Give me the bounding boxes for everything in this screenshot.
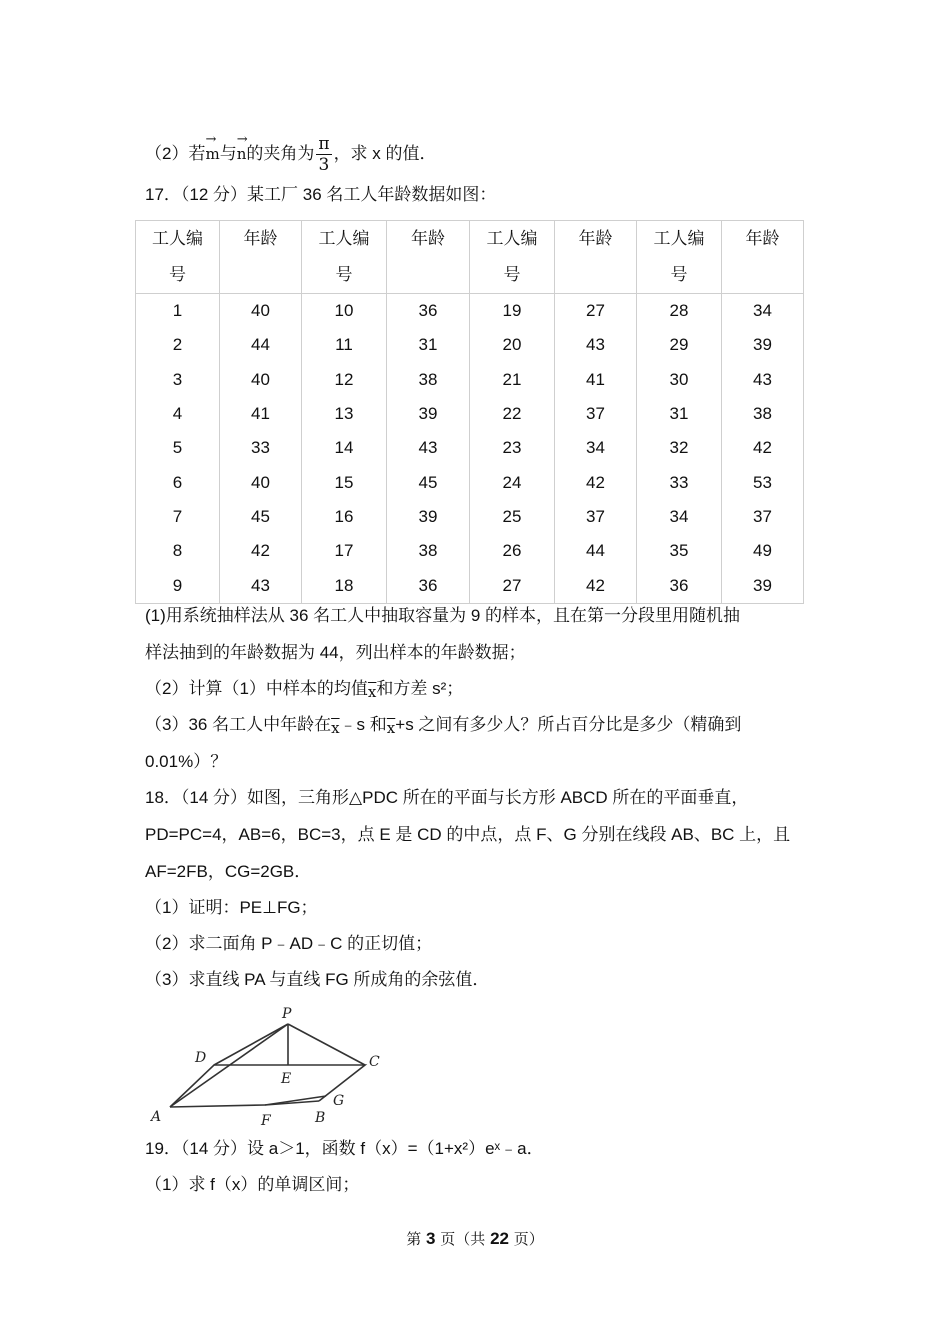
mean-x-bar: $\overline{x}$ (331, 719, 340, 737)
table-row (136, 568, 804, 603)
header-age: 年龄 (722, 221, 804, 294)
age-table (135, 220, 804, 604)
table-header-row (136, 221, 804, 294)
q19-line1: 19．（14 分）设 a＞1，函数 f（x）=（1+x²）eˣ﹣a． (145, 1139, 544, 1158)
worker-id-cell: 32 (637, 431, 722, 465)
worker-id-cell: 4 (136, 397, 220, 431)
worker-id-cell: 19 (470, 294, 555, 329)
vector-m: → m (205, 136, 219, 166)
footer-suffix: 页） (513, 1230, 544, 1248)
worker-id-cell: 20 (470, 328, 555, 362)
table-body (136, 294, 804, 604)
worker-id-cell: 26 (470, 534, 555, 568)
age-cell: 31 (387, 328, 470, 362)
table-row (136, 500, 804, 534)
age-cell: 37 (555, 397, 637, 431)
age-cell: 39 (387, 397, 470, 431)
mean-x-bar: $\overline{x}$ (386, 719, 396, 737)
table-row (136, 294, 804, 329)
header-worker-id: 工人编 号 (470, 221, 555, 294)
table-row (136, 534, 804, 568)
age-cell: 45 (220, 500, 302, 534)
q17-part3-line2: 0.01%）？ (145, 752, 228, 771)
q17-part2 (145, 677, 463, 704)
q18-line3: AF=2FB，CG=2GB． (145, 862, 312, 881)
age-cell: 39 (387, 500, 470, 534)
age-cell: 43 (555, 328, 637, 362)
label-F: F (261, 1113, 271, 1127)
vector-n: → n (237, 136, 247, 166)
worker-id-cell: 15 (302, 465, 387, 499)
fraction-pi-over-3 (316, 134, 331, 175)
worker-id-cell: 9 (136, 568, 220, 603)
age-cell: 38 (387, 363, 470, 397)
worker-id-cell: 10 (302, 294, 387, 329)
q17-part3 (145, 713, 741, 740)
edge-PC (288, 1024, 365, 1065)
age-cell: 42 (555, 568, 637, 603)
q16-part2 (145, 134, 437, 175)
q17-part3-text-a: （3）36 名工人中年龄在 (145, 715, 332, 734)
worker-id-cell: 27 (470, 568, 555, 603)
label-D: D (195, 1050, 207, 1066)
worker-id-cell: 17 (302, 534, 387, 568)
q19-part1: （1）求 f（x）的单调区间； (145, 1175, 360, 1194)
age-cell: 44 (555, 534, 637, 568)
age-cell: 34 (555, 431, 637, 465)
worker-id-cell: 23 (470, 431, 555, 465)
q17-part2-text-b: 和方差 s²； (376, 679, 464, 698)
total-pages: 22 (490, 1229, 509, 1248)
header-worker-id: 工人编 号 (302, 221, 387, 294)
worker-id-cell: 30 (637, 363, 722, 397)
page-footer (0, 1228, 950, 1249)
q16-text-a: （2）若 (145, 143, 206, 163)
age-cell: 41 (220, 397, 302, 431)
worker-id-cell: 33 (637, 465, 722, 499)
pyramid-figure (145, 1002, 395, 1127)
table-row (136, 431, 804, 465)
q17-part3-text-b: ﹣s 和 (339, 715, 387, 734)
worker-id-cell: 14 (302, 431, 387, 465)
worker-id-cell: 18 (302, 568, 387, 603)
label-P: P (282, 1006, 292, 1022)
label-B: B (315, 1110, 326, 1126)
worker-id-cell: 16 (302, 500, 387, 534)
fraction-numerator: π (318, 134, 330, 154)
q16-text-d: ，求 x 的值． (333, 143, 437, 163)
q18-part2: （2）求二面角 P﹣AD﹣C 的正切值； (145, 934, 433, 953)
worker-id-cell: 34 (637, 500, 722, 534)
edge-AF (170, 1105, 265, 1107)
worker-id-cell: 22 (470, 397, 555, 431)
worker-id-cell: 2 (136, 328, 220, 362)
worker-id-cell: 5 (136, 431, 220, 465)
worker-id-cell: 6 (136, 465, 220, 499)
label-A: A (151, 1109, 162, 1125)
age-cell: 37 (722, 500, 804, 534)
footer-prefix: 第 (406, 1230, 422, 1248)
age-cell: 33 (220, 431, 302, 465)
age-cell: 42 (722, 431, 804, 465)
worker-id-cell: 8 (136, 534, 220, 568)
fraction-denominator: 3 (318, 155, 330, 175)
worker-id-cell: 21 (470, 363, 555, 397)
worker-id-cell: 28 (637, 294, 722, 329)
table-row (136, 465, 804, 499)
q17-part1-line1: (1)用系统抽样法从 36 名工人中抽取容量为 9 的样本，且在第一分段里用随机抽 (145, 606, 741, 625)
worker-id-cell: 29 (637, 328, 722, 362)
worker-id-cell: 24 (470, 465, 555, 499)
label-C: C (369, 1054, 380, 1070)
age-cell: 39 (722, 328, 804, 362)
q17-part1-line2: 样法抽到的年龄数据为 44，列出样本的年龄数据； (145, 643, 526, 662)
header-age: 年龄 (555, 221, 637, 294)
age-cell: 39 (722, 568, 804, 603)
table-row (136, 397, 804, 431)
worker-id-cell: 35 (637, 534, 722, 568)
q17-part2-text: （2）计算（1）中样本的均值 (145, 679, 368, 698)
q17-heading: 17．（12 分）某工厂 36 名工人年龄数据如图： (145, 185, 497, 204)
edge-PD (214, 1024, 288, 1065)
age-cell: 42 (555, 465, 637, 499)
age-cell: 43 (387, 431, 470, 465)
table-row (136, 328, 804, 362)
page-number: 3 (426, 1229, 436, 1248)
q18-line2: PD=PC=4，AB=6，BC=3，点 E 是 CD 的中点，点 F、G 分别在线段 AB、BC 上，且 (145, 825, 791, 844)
age-cell: 38 (387, 534, 470, 568)
header-age: 年龄 (387, 221, 470, 294)
age-cell: 40 (220, 294, 302, 329)
age-cell: 40 (220, 363, 302, 397)
age-cell: 36 (387, 568, 470, 603)
q18-part1: （1）证明：PE⊥FG； (145, 898, 318, 917)
header-age: 年龄 (220, 221, 302, 294)
age-cell: 41 (555, 363, 637, 397)
header-worker-id: 工人编 号 (136, 221, 220, 294)
age-cell: 49 (722, 534, 804, 568)
label-G: G (333, 1093, 345, 1109)
age-cell: 36 (387, 294, 470, 329)
label-E: E (281, 1071, 292, 1087)
q16-text-b: 与 (219, 143, 237, 163)
worker-id-cell: 12 (302, 363, 387, 397)
age-cell: 37 (555, 500, 637, 534)
worker-id-cell: 1 (136, 294, 220, 329)
worker-id-cell: 36 (637, 568, 722, 603)
age-cell: 44 (220, 328, 302, 362)
q16-text-c: 的夹角为 (246, 143, 315, 163)
age-cell: 53 (722, 465, 804, 499)
worker-id-cell: 13 (302, 397, 387, 431)
q18-part3: （3）求直线 PA 与直线 FG 所成角的余弦值． (145, 970, 490, 989)
worker-id-cell: 25 (470, 500, 555, 534)
table-row (136, 363, 804, 397)
age-cell: 34 (722, 294, 804, 329)
age-cell: 27 (555, 294, 637, 329)
age-cell: 40 (220, 465, 302, 499)
age-cell: 43 (722, 363, 804, 397)
q17-part3-text-c: +s 之间有多少人？所占百分比是多少（精确到 (395, 715, 742, 734)
age-cell: 42 (220, 534, 302, 568)
worker-id-cell: 7 (136, 500, 220, 534)
age-cell: 38 (722, 397, 804, 431)
age-cell: 45 (387, 465, 470, 499)
age-cell: 43 (220, 568, 302, 603)
footer-middle: 页（共 (440, 1230, 486, 1248)
header-worker-id: 工人编 号 (637, 221, 722, 294)
worker-id-cell: 31 (637, 397, 722, 431)
worker-id-cell: 11 (302, 328, 387, 362)
mean-x-bar: $\overline{x}$ (367, 683, 377, 701)
worker-id-cell: 3 (136, 363, 220, 397)
q18-line1: 18．（14 分）如图，三角形△PDC 所在的平面与长方形 ABCD 所在的平面垂直， (145, 788, 749, 807)
